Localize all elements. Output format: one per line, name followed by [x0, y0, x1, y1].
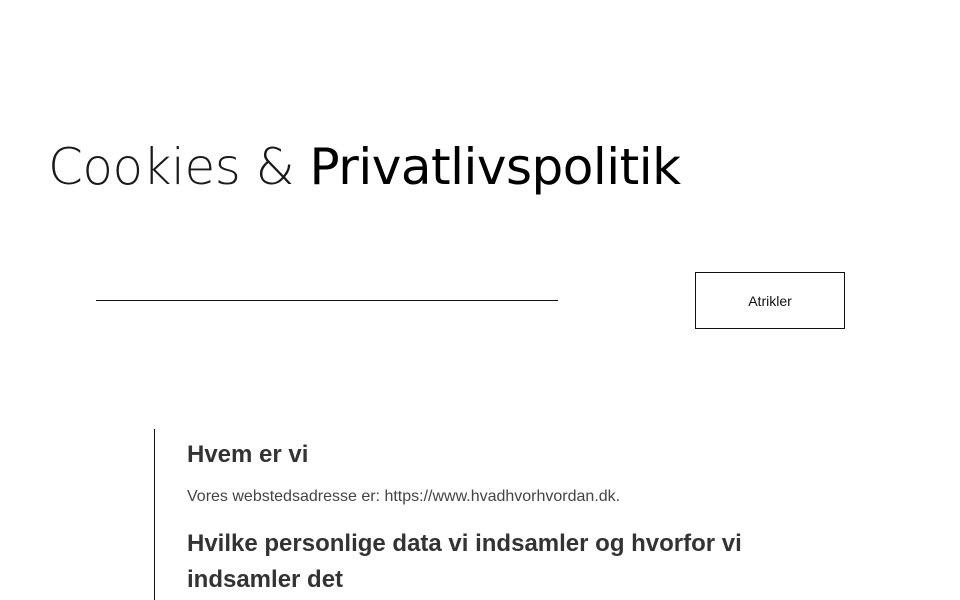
articles-button[interactable]: Atrikler — [695, 272, 845, 329]
page-title — [48, 134, 681, 200]
section-heading-data: Hvilke personlige data vi indsamler og hvorfor vi indsamler det — [187, 530, 742, 593]
divider-line — [96, 300, 558, 301]
policy-content — [154, 429, 774, 600]
website-address-text: Vores webstedsadresse er: https://www.hvadhvorhvordan.dk. — [187, 488, 621, 505]
page-title-bold: Privatlivspolitik — [309, 138, 681, 196]
section-heading-who: Hvem er vi — [187, 441, 309, 468]
page-title-light: Cookies & — [48, 138, 310, 196]
